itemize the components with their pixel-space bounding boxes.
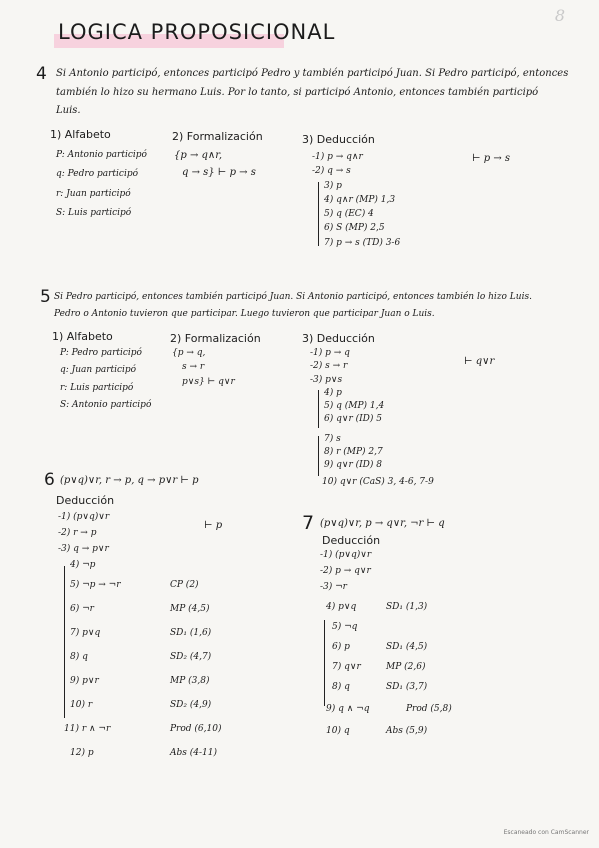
justification: MP (2,6) [386,662,426,672]
justification: SD₂ (4,9) [170,700,212,710]
alfabeto-item: P: Antonio participó [56,150,147,160]
deduction [312,152,400,249]
deduction-line: 3) p [324,180,342,191]
exercise-premises: (p∨q)∨r, r → p, q → p∨r ⊢ p [60,475,199,486]
subproof-bracket [324,620,325,706]
deduction-row [58,512,221,528]
formula: -2) r → p [58,528,97,538]
deduction-row [58,560,221,580]
alfabeto-item: P: Pedro participó [60,348,142,358]
formula: 9) p∨r [70,676,99,686]
section-heading: 1) Alfabeto [52,330,113,343]
deduction-line: 6) S (MP) 2,5 [324,223,385,234]
alfabeto-list [60,348,151,411]
justification: CP (2) [170,580,199,590]
statement-line: también lo hizo su hermano Luis. Por lo tanto, si participó Antonio, entonces también participó [56,86,539,98]
deduction-line: 4) q∧r (MP) 1,3 [324,194,396,205]
formula: 4) ¬p [70,560,96,570]
formal-line: {p → q∧r, [174,150,223,161]
exercise-number: 5 [40,287,51,307]
deduction [320,550,452,746]
deduction [310,348,434,489]
deduction-line: -3) p∨s [310,374,343,385]
statement-line: Si Antonio participó, entonces participó Pedro y también participó Juan. Si Pedro participó, entonces [56,68,569,79]
goal: ⊢ q∨r [464,356,495,367]
section-heading: Deducción [322,534,381,547]
page-title: LOGICA PROPOSICIONAL [58,20,336,44]
alfabeto-item: q: Juan participó [60,365,137,376]
subproof-bracket [64,566,65,718]
formula: -3) ¬r [320,582,347,592]
goal: ⊢ p [204,520,223,531]
formula: -2) p → q∨r [320,566,371,576]
scanner-watermark: Escaneado con CamScanner [503,829,589,836]
page-number: 8 [554,6,565,25]
deduction-row [320,566,452,582]
deduction-row [320,662,452,682]
formula: 7) q∨r [332,662,361,672]
deduction-row [58,580,221,604]
formula: 5) ¬q [332,622,358,632]
deduction-row [58,544,221,560]
justification: Prod (5,8) [406,704,452,714]
deduction-line: 8) r (MP) 2,7 [324,446,383,457]
formula: 7) p∨q [70,628,101,638]
subproof-bracket [318,182,319,246]
exercise-number: 6 [44,470,55,490]
formula: 12) p [70,748,94,758]
alfabeto-list [56,150,147,219]
goal: ⊢ p → s [472,153,511,164]
justification: SD₁ (3,7) [386,682,428,692]
alfabeto-item: r: Juan participó [56,188,131,199]
exercise-statement [56,68,576,118]
formula: 5) ¬p → ¬r [70,580,121,590]
deduction-line: 7) s [324,433,341,444]
formula: 11) r ∧ ¬r [64,724,111,734]
formalization [172,348,235,388]
deduction-line: 10) q∨r (CaS) 3, 4-6, 7-9 [322,477,434,488]
deduction-row [320,704,452,726]
section-heading: 2) Formalización [170,332,261,345]
justification: SD₁ (1,3) [386,602,428,612]
subproof-bracket [318,436,319,476]
deduction-line: -1) p → q∧r [312,152,363,162]
deduction-row [320,642,452,662]
subproof-bracket [318,390,319,428]
formula: 8) q [70,652,88,662]
formula: 10) r [70,700,93,710]
formula: 9) q ∧ ¬q [326,704,370,714]
alfabeto-item: S: Luis participó [56,207,132,218]
deduction-line: 6) q∨r (ID) 5 [324,414,382,425]
formula: -1) (p∨q)∨r [320,550,372,560]
section-heading: 3) Deducción [302,332,375,345]
deduction-row [320,550,452,566]
justification: Abs (5,9) [386,726,428,736]
justification: SD₁ (4,5) [386,642,428,652]
section-heading: Deducción [56,494,115,507]
deduction-line: -1) p → q [310,348,350,358]
justification: SD₂ (4,7) [170,652,212,662]
deduction-row [58,528,221,544]
formula: 4) p∨q [326,602,357,612]
deduction-line: 5) q (MP) 1,4 [324,401,385,411]
justification: Abs (4-11) [170,748,217,758]
deduction-row [58,604,221,628]
deduction-row [58,748,221,768]
section-heading: 3) Deducción [302,133,375,146]
section-heading: 1) Alfabeto [50,128,111,141]
deduction-row [58,652,221,676]
section-heading: 2) Formalización [172,130,263,143]
deduction-row [58,676,221,700]
deduction-line: -2) q → s [312,166,351,177]
justification: MP (4,5) [170,604,210,614]
formula: 10) q [326,726,350,736]
formal-line: {p → q, [172,348,206,358]
exercise-number: 7 [302,512,315,534]
deduction-row [320,582,452,602]
deduction-line: -2) s → r [310,361,348,372]
deduction [58,512,221,768]
formalization [174,150,256,179]
statement-line: Luis. [56,105,81,116]
justification: Prod (6,10) [170,724,222,734]
exercise-number: 4 [36,64,47,84]
exercise-premises: (p∨q)∨r, p → q∨r, ¬r ⊢ q [320,518,445,529]
alfabeto-item: S: Antonio participó [60,399,152,410]
deduction-row [320,622,452,642]
formula: -1) (p∨q)∨r [58,512,110,522]
deduction-line: 9) q∨r (ID) 8 [324,460,382,470]
formula: 6) p [332,642,350,652]
formal-line: q → s} ⊢ p → s [182,166,256,178]
formula: 8) q [332,682,350,692]
alfabeto-item: q: Pedro participó [56,169,138,180]
deduction-row [58,628,221,652]
statement-line: Si Pedro participó, entonces también participó Juan. Si Antonio participó, entonces también lo hizo Luis. [54,292,532,302]
formal-line: s → r [182,362,205,373]
formal-line: p∨s} ⊢ q∨r [182,376,235,387]
deduction-row [320,726,452,746]
deduction-row [320,602,452,622]
deduction-line: 4) p [324,387,342,398]
justification: SD₁ (1,6) [170,628,212,638]
formula: -3) q → p∨r [58,544,109,554]
deduction-line: 5) q (EC) 4 [324,209,374,219]
deduction-line: 7) p → s (TD) 3-6 [324,237,401,248]
deduction-row [58,724,221,748]
statement-line: Pedro o Antonio tuvieron que participar. Luego tuvieron que participar Juan o Luis. [54,309,435,320]
deduction-row [58,700,221,724]
justification: MP (3,8) [170,676,210,686]
alfabeto-item: r: Luis participó [60,382,134,393]
deduction-row [320,682,452,704]
formula: 6) ¬r [70,604,94,614]
exercise-statement [54,292,584,321]
